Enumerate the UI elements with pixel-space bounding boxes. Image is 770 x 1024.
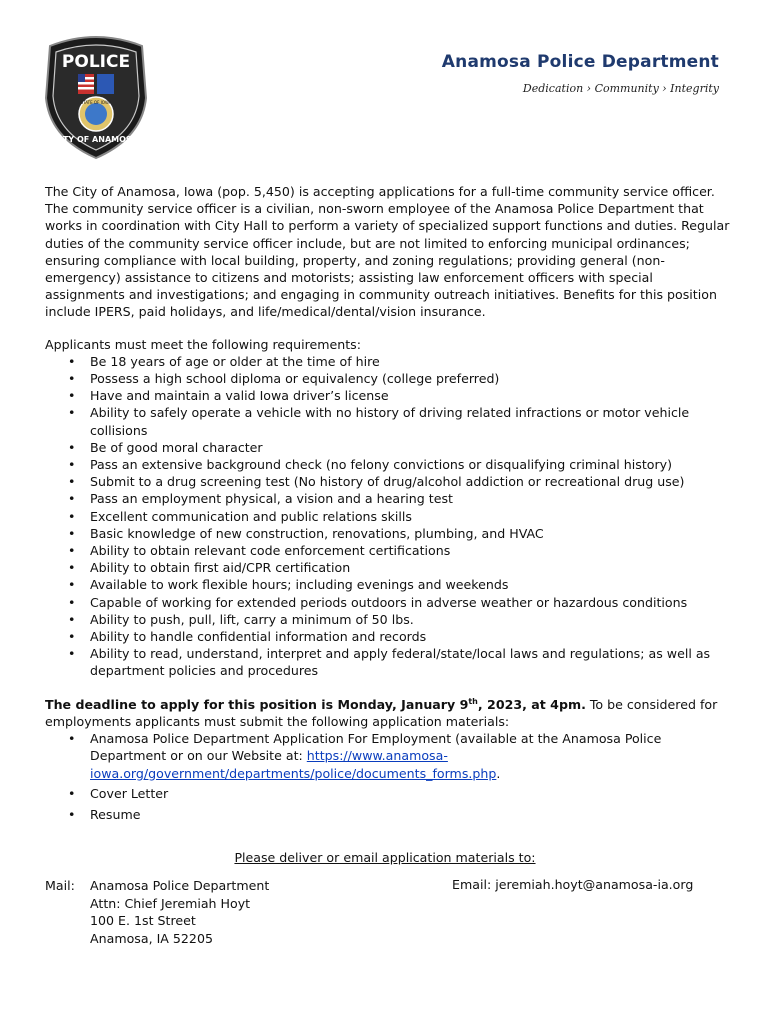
requirements-heading: Applicants must meet the following requirements: <box>45 336 361 352</box>
list-item: • Ability to obtain relevant code enforcement certifications <box>68 543 451 559</box>
list-item: • Ability to obtain first aid/CPR certification <box>68 560 351 576</box>
list-item: • Resume <box>68 806 141 822</box>
list-item: • Submit to a drug screening test (No history of drug/alcohol addiction or recreational drug use) <box>68 474 685 490</box>
department-tagline: Dedication › Community › Integrity <box>522 82 719 95</box>
list-item: • Available to work flexible hours; including evenings and weekends <box>68 577 509 593</box>
documents-forms-link[interactable]: https://www.anamosa-iowa.org/government/departments/police/documents_forms.php <box>90 748 497 781</box>
materials-list <box>45 730 735 824</box>
body-content <box>45 183 735 824</box>
list-item: • Anamosa Police Department Application For Employment (available at the Anamosa Police Department or on our Website at: https://www.anamosa-iowa.org/government/departments/police/documents_forms.php. <box>68 731 662 781</box>
mail-label: Mail: <box>45 878 75 893</box>
email-address[interactable]: jeremiah.hoyt@anamosa-ia.org <box>495 877 694 892</box>
svg-text:POLICE: POLICE <box>61 52 131 72</box>
list-item: • Ability to safely operate a vehicle with no history of driving related infractions or motor vehicle collisions <box>68 405 690 438</box>
list-item: • Cover Letter <box>68 785 169 801</box>
deadline-paragraph: The deadline to apply for this position is Monday, January 9th, 2023, at 4pm. To be considered for employments applicants must submit the following application materials: <box>45 696 718 729</box>
svg-text:CITY OF ANAMOSA: CITY OF ANAMOSA <box>54 135 138 144</box>
deadline-bold: The deadline to apply for this position is Monday, January 9th, 2023, at 4pm. <box>45 696 586 712</box>
email-label: Email: <box>452 877 492 892</box>
list-item: • Ability to handle confidential information and records <box>68 629 427 645</box>
list-item: • Be of good moral character <box>68 439 263 455</box>
deliver-heading: Please deliver or email application materials to: <box>234 850 536 865</box>
list-item: • Pass an employment physical, a vision and a hearing test <box>68 491 453 507</box>
mail-address: Anamosa Police Department Attn: Chief Jeremiah Hoyt 100 E. 1st Street Anamosa, IA 52205 <box>90 878 270 946</box>
list-item: • Ability to push, pull, lift, carry a minimum of 50 lbs. <box>68 611 414 627</box>
list-item: • Pass an extensive background check (no felony convictions or disqualifying criminal history) <box>68 457 673 473</box>
list-item: • Basic knowledge of new construction, renovations, plumbing, and HVAC <box>68 525 544 541</box>
list-item: • Possess a high school diploma or equivalency (college preferred) <box>68 371 500 387</box>
list-item: • Capable of working for extended periods outdoors in adverse weather or hazardous conditions <box>68 594 688 610</box>
svg-text:STATE OF IOWA: STATE OF IOWA <box>80 100 112 105</box>
list-item: • Ability to read, understand, interpret and apply federal/state/local laws and regulations; as well as department policies and procedures <box>68 646 711 679</box>
intro-paragraph: The City of Anamosa, Iowa (pop. 5,450) is accepting applications for a full-time community service officer. The community service officer is a civilian, non-sworn employee of the Anamosa Police Department that works in coordination with City Hall to perform a variety of specialized support functions and duties. Regular duties of the community service officer include, but are not limited to enforcing municipal ordinances; ensuring compliance with local building, property, and zoning regulations; providing general (non-emergency) assistance to citizens and motorists; assisting law enforcement officers with special assignments and investigations; and engaging in community outreach initiatives. Benefits for this position include IPERS, paid holidays, and life/medical/dental/vision insurance. <box>45 184 730 320</box>
list-item: • Excellent communication and public relations skills <box>68 508 412 524</box>
police-badge-logo <box>42 34 150 160</box>
list-item: • Have and maintain a valid Iowa driver’s license <box>68 388 389 404</box>
email-block <box>452 877 693 892</box>
list-item: • Be 18 years of age or older at the time of hire <box>68 353 380 369</box>
requirements-list <box>45 353 735 680</box>
department-title: Anamosa Police Department <box>441 52 719 72</box>
